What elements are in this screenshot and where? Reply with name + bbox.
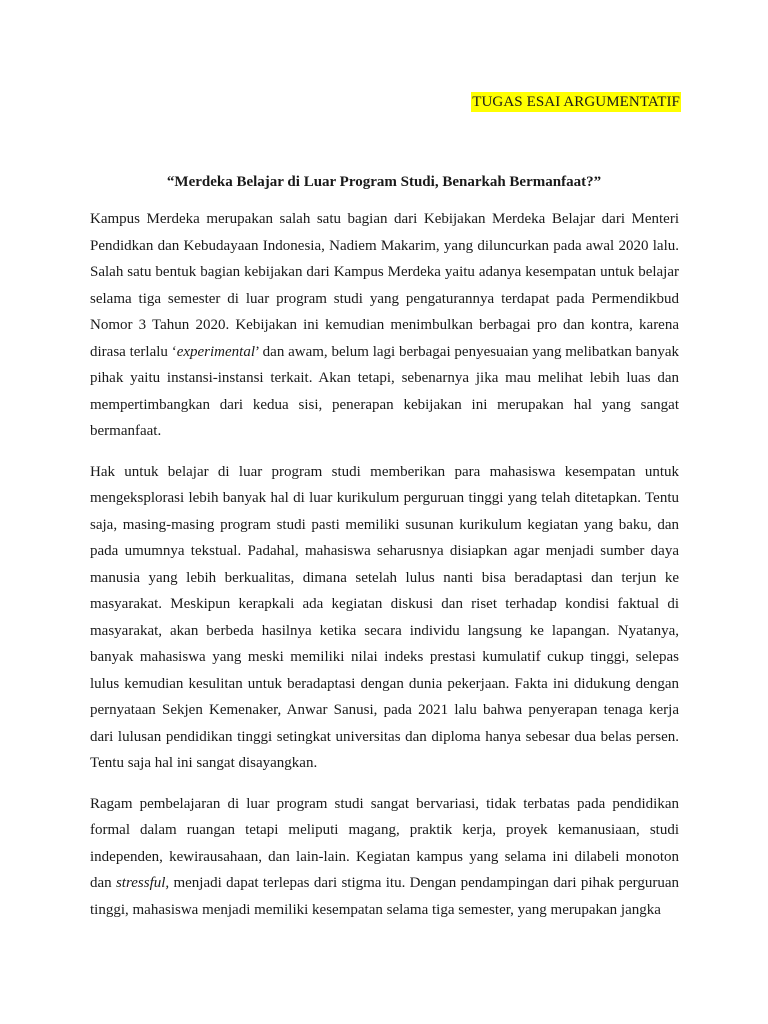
assignment-heading: TUGAS ESAI ARGUMENTATIF xyxy=(472,94,680,110)
paragraph-1-text-a: Kampus Merdeka merupakan salah satu bagian dari Kebijakan Merdeka Belajar dari Menteri Pendidkan dan Kebudayaan Indonesia, Nadiem Makarim, yang diluncurkan pada awal 2020 lalu. Salah satu bentuk bagian kebijakan dari Kampus Merdeka yaitu adanya kesempatan untuk belajar selama tiga semester di luar program studi yang pengaturannya terdapat pada Permendikbud Nomor 3 Tahun 2020. Kebijakan ini kemudian menimbulkan berbagai pro dan kontra, karena dirasa terlalu ‘ xyxy=(90,211,679,360)
paragraph-3 xyxy=(90,791,679,924)
paragraph-2: Hak untuk belajar di luar program studi memberikan para mahasiswa kesempatan untuk mengeksplorasi lebih banyak hal di luar kurikulum perguruan tinggi yang telah ditetapkan. Tentu saja, masing-masing program studi pasti memiliki susunan kurikulum kegiatan yang baku, dan pada umumnya tekstual. Padahal, mahasiswa seharusnya disiapkan agar menjadi sumber daya manusia yang lebih berkualitas, dimana setelah lulus nanti bisa beradaptasi dan terjun ke masyarakat. Meskipun kerapkali ada kegiatan diskusi dan riset terhadap kondisi faktual di masyarakat, akan berbeda hasilnya ketika secara individu langsung ke lapangan. Nyatanya, banyak mahasiswa yang meski memiliki nilai indeks prestasi kumulatif cukup tinggi, selepas lulus kemudian kesulitan untuk beradaptasi dengan dunia pekerjaan. Fakta ini didukung dengan pernyataan Sekjen Kemenaker, Anwar Sanusi, pada 2021 lalu bahwa penyerapan tenaga kerja dari lulusan pendidikan tinggi setingkat universitas dan diploma hanya sebesar dua belas persen. Tentu saja hal ini sangat disayangkan. xyxy=(90,463,679,771)
essay-title: “Merdeka Belajar di Luar Program Studi, Benarkah Bermanfaat?” xyxy=(166,174,602,190)
essay-body xyxy=(90,206,679,937)
paragraph-3-italic: stressful, xyxy=(115,875,170,891)
paragraph-1-italic: experimental xyxy=(176,343,255,360)
paragraph-1-text-b: ’ dan awam, belum lagi berbagai penyesuaian yang melibatkan banyak pihak yaitu instansi-instansi terkait. Akan tetapi, sebenarnya jika mau melihat lebih luas dan mempertimbangkan dari kedua sisi, penerapan kebijakan ini merupakan hal yang sangat bermanfaat. xyxy=(90,343,679,439)
paragraph-1 xyxy=(90,206,679,445)
paragraph-3-text-b: menjadi dapat terlepas dari stigma itu. Dengan pendampingan dari pihak perguruan tinggi, mahasiswa menjadi memiliki kesempatan selama tiga semester, yang merupakan jangka xyxy=(90,875,679,918)
paragraph-3-text-a: Ragam pembelajaran di luar program studi sangat bervariasi, tidak terbatas pada pendidikan formal dalam ruangan tetapi meliputi magang, praktik kerja, proyek kemanusiaan, studi independen, kewirausahaan, dan lain-lain. Kegiatan kampus yang selama ini dilabeli monoton dan xyxy=(90,795,679,891)
